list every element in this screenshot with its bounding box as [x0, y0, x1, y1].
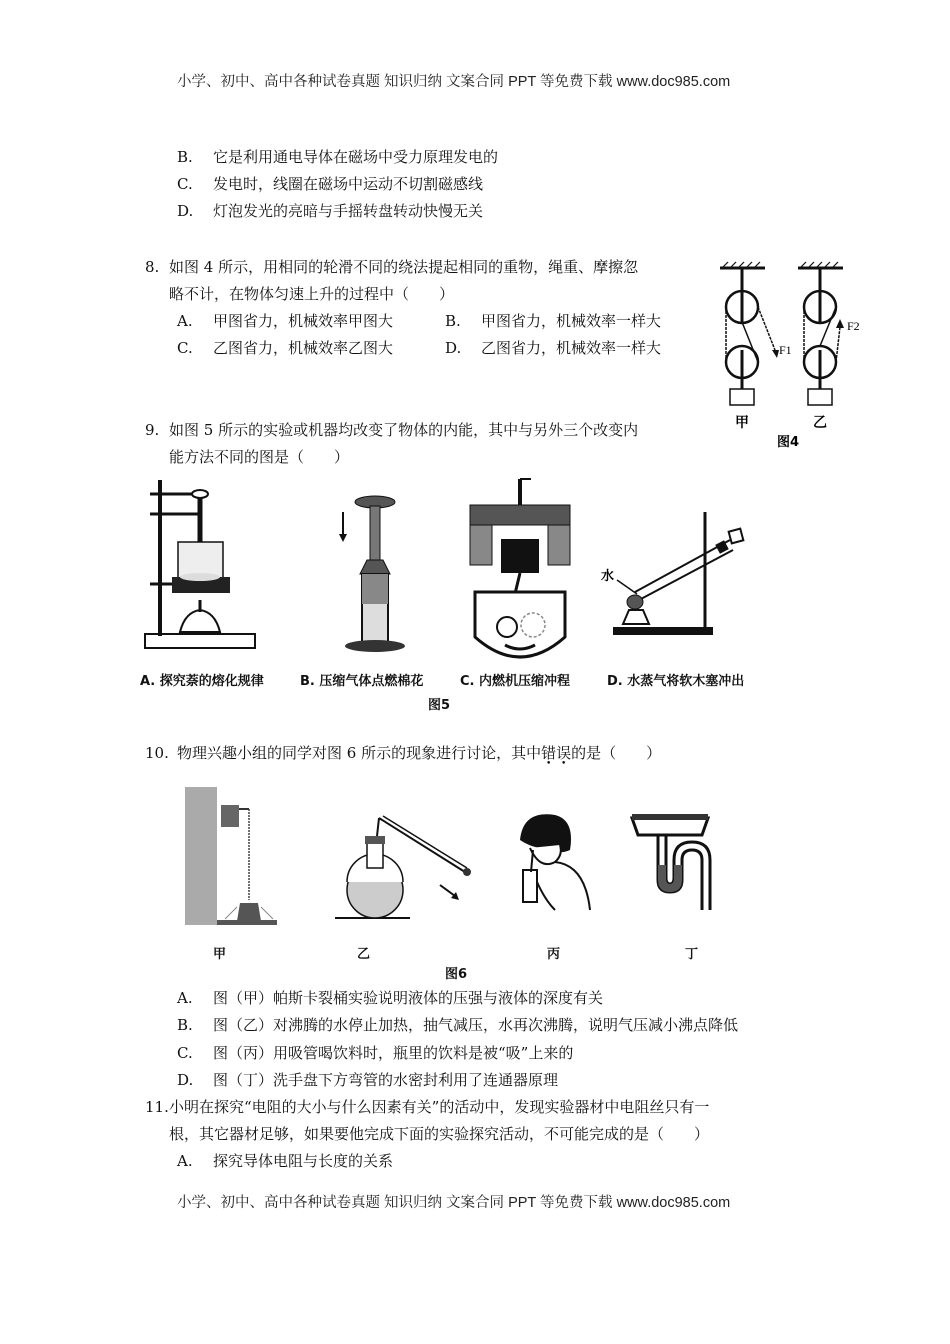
person-straw-icon	[515, 810, 595, 920]
q11-option-a: A. 探究导体电阻与长度的关系	[177, 1152, 394, 1170]
fig6-caption-bing: 丙	[547, 947, 561, 962]
engine-cylinder-icon	[465, 477, 575, 662]
figure-5	[140, 472, 780, 712]
q8-stem-line2: 略不计，在物体匀速上升的过程中（ ）	[169, 285, 455, 303]
pulley-diagram-icon	[715, 262, 860, 457]
q8-option-a: A. 甲图省力，机械效率甲图大	[177, 312, 394, 330]
q9-stem-line1: 9. 如图 5 所示的实验或机器均改变了物体的内能，其中与另外三个改变内	[145, 421, 639, 439]
q8-stem-line1: 8. 如图 4 所示，用相同的轮滑不同的绕法提起相同的重物，绳重、摩擦忽	[145, 258, 639, 276]
q10-option-b: B. 图（乙）对沸腾的水停止加热，抽气减压，水再次沸腾，说明气压减小沸点降低	[177, 1016, 739, 1034]
q7-option-d: D. 灯泡发光的亮暗与手摇转盘转动快慢无关	[177, 202, 484, 220]
q9-stem-line2: 能方法不同的图是（ ）	[169, 448, 350, 466]
fig6-title: 图6	[445, 967, 468, 982]
svg-text:水: 水	[601, 569, 615, 584]
svg-text:甲: 甲	[735, 415, 749, 431]
q8-option-b: B. 甲图省力，机械效率一样大	[445, 312, 662, 330]
q11-stem-line1: 11.小明在探究“电阻的大小与什么因素有关”的活动中，发现实验器材中电阻丝只有一	[145, 1098, 710, 1116]
melting-apparatus-icon	[140, 472, 260, 662]
q10-stem: 10. 物理兴趣小组的同学对图 6 所示的现象进行讨论，其中错误的是（ ）	[145, 744, 662, 762]
flask-syringe-icon	[335, 810, 485, 925]
page-header: 小学、初中、高中各种试卷真题 知识归纳 文案合同 PPT 等免费下载 www.doc985.com	[177, 74, 731, 90]
emphasis-mark: 错	[541, 744, 557, 762]
fig5-caption-d: D. 水蒸气将软木塞冲出	[607, 674, 745, 689]
page-footer: 小学、初中、高中各种试卷真题 知识归纳 文案合同 PPT 等免费下载 www.doc985.com	[177, 1195, 731, 1211]
fig5-caption-a: A. 探究萘的熔化规律	[140, 674, 264, 689]
svg-text:F2: F2	[847, 319, 860, 333]
fig5-caption-b: B. 压缩气体点燃棉花	[300, 674, 424, 689]
svg-text:图4: 图4	[777, 435, 800, 450]
figure-4-pulleys	[715, 262, 860, 457]
fig5-title: 图5	[428, 698, 451, 713]
fig5-caption-c: C. 内燃机压缩冲程	[460, 674, 571, 689]
q10-option-c: C. 图（丙）用吸管喝饮料时，瓶里的饮料是被“吸”上来的	[177, 1044, 574, 1062]
fig6-caption-yi: 乙	[357, 947, 371, 962]
q10-option-d: D. 图（丁）洗手盘下方弯管的水密封利用了连通器原理	[177, 1071, 559, 1089]
fig6-caption-ding: 丁	[685, 947, 699, 962]
emphasis-mark: 误	[556, 744, 572, 762]
q7-option-b: B. 它是利用通电导体在磁场中受力原理发电的	[177, 148, 499, 166]
fig6-caption-jia: 甲	[213, 947, 227, 962]
steam-tube-icon	[601, 512, 745, 642]
q8-option-c: C. 乙图省力，机械效率乙图大	[177, 339, 394, 357]
q10-option-a: A. 图（甲）帕斯卡裂桶实验说明液体的压强与液体的深度有关	[177, 989, 604, 1007]
q8-option-d: D. 乙图省力，机械效率一样大	[445, 339, 662, 357]
figure-6	[185, 785, 745, 980]
sink-trap-icon	[630, 810, 710, 920]
q7-option-c: C. 发电时，线圈在磁场中运动不切割磁感线	[177, 175, 484, 193]
pascal-barrel-icon	[185, 785, 295, 925]
compression-syringe-icon	[335, 492, 415, 652]
q11-stem-line2: 根，其它器材足够，如果要他完成下面的实验探究活动，不可能完成的是（ ）	[169, 1125, 710, 1143]
svg-text:乙: 乙	[813, 415, 827, 431]
svg-text:F1: F1	[779, 343, 792, 357]
